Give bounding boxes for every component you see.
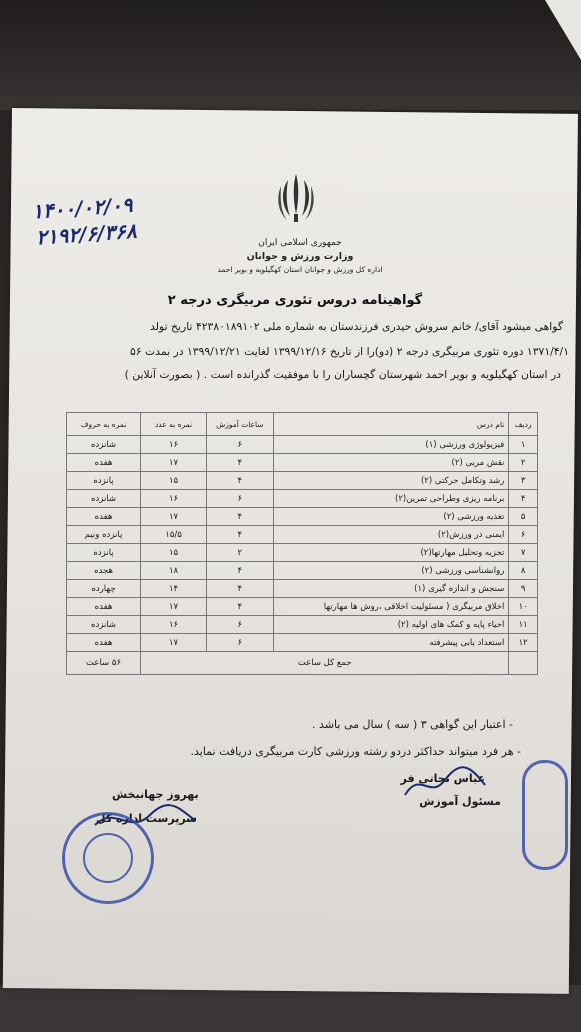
header-name: نام درس	[273, 413, 509, 436]
cell-name: اخلاق مربیگری ( مسئولیت اخلاقی ،روش ها مهارتها	[273, 598, 509, 616]
handwritten-date: ۱۴۰۰/۰۲/۰۹	[31, 192, 134, 224]
total-label: جمع کل ساعت	[141, 652, 509, 675]
cell-words: چهارده	[67, 580, 141, 598]
cell-score: ۱۴	[141, 580, 207, 598]
cell-score: ۱۶	[141, 490, 207, 508]
body-line-1: گواهی میشود آقای/ خانم سروش حیدری فرزندستان به شماره ملی ۴۲۳۸۰۱۸۹۱۰۲ تاریخ تولد	[150, 320, 563, 333]
cell-score: ۱۷	[141, 598, 207, 616]
cell-words: هفده	[67, 634, 141, 652]
cell-num: ۱	[509, 436, 538, 454]
cell-num: ۲	[509, 454, 538, 472]
cell-words: هفده	[67, 598, 141, 616]
cell-name: سنجش و اندازه گیری (۱)	[273, 580, 509, 598]
background-top	[0, 0, 581, 110]
cell-score: ۱۵/۵	[141, 526, 207, 544]
cell-score: ۱۵	[141, 544, 207, 562]
cell-name: ایمنی در ورزش(۲)	[273, 526, 509, 544]
cell-hours: ۶	[207, 490, 274, 508]
table-row	[67, 562, 538, 580]
cell-score: ۱۸	[141, 562, 207, 580]
table-row	[67, 472, 538, 490]
table-row	[67, 580, 538, 598]
signature-left-name: بهروز جهانبخش	[112, 788, 199, 801]
table-row	[67, 436, 538, 454]
stamp-emblem-icon	[83, 833, 133, 883]
table-row	[67, 616, 538, 634]
note-limit: - هر فرد میتواند حداکثر دردو رشته ورزشی کارت مربیگری دریافت نماید.	[190, 745, 521, 758]
cell-hours: ۶	[207, 616, 274, 634]
cell-score: ۱۵	[141, 472, 207, 490]
cell-words: پانزده ونیم	[67, 526, 141, 544]
header-words: نمره به حروف	[67, 413, 141, 436]
cell-words: پانزده	[67, 544, 141, 562]
table-row	[67, 634, 538, 652]
signature-right-name: عباس نجاتی فر	[400, 772, 485, 785]
rect-department-stamp	[522, 760, 568, 870]
cell-score: ۱۷	[141, 454, 207, 472]
cell-words: هفده	[67, 454, 141, 472]
cell-num: ۷	[509, 544, 538, 562]
cell-name: روانشناسی ورزشی (۲)	[273, 562, 509, 580]
cell-words: هفده	[67, 508, 141, 526]
cell-num: ۱۲	[509, 634, 538, 652]
cell-name: نقش مربی (۲)	[273, 454, 509, 472]
note-validity: - اعتبار این گواهی ۳ ( سه ) سال می باشد .	[312, 718, 513, 731]
iran-emblem-icon	[275, 170, 317, 228]
table-total-row	[67, 652, 538, 675]
header-num: ردیف	[509, 413, 538, 436]
total-value: ۵۶ ساعت	[67, 652, 141, 675]
header-line-2: وزارت ورزش و جوانان	[246, 251, 354, 262]
body-line-2: ۱۳۷۱/۴/۱ دوره تئوری مربیگری درجه ۲ (دو)را از تاریخ ۱۳۹۹/۱۲/۱۶ لغایت ۱۳۹۹/۱۲/۲۱ در بمدت ۵۶	[129, 345, 569, 358]
cell-hours: ۴	[207, 454, 274, 472]
header-hours: ساعات آموزش	[207, 413, 274, 436]
handwritten-number: ۲۱۹۲/۶/۳۶۸	[35, 218, 138, 250]
cell-hours: ۶	[207, 436, 274, 454]
cell-words: پانزده	[67, 472, 141, 490]
cell-score: ۱۶	[141, 436, 207, 454]
header-line-1: جمهوری اسلامی ایران	[258, 238, 342, 248]
total-empty	[509, 652, 538, 675]
header-line-3: اداره کل ورزش و جوانان استان کهگیلویه و بویر احمد	[217, 265, 383, 274]
table-row	[67, 454, 538, 472]
table-row	[67, 508, 538, 526]
cell-hours: ۴	[207, 598, 274, 616]
table-header-row	[67, 413, 538, 436]
cell-words: شانزده	[67, 616, 141, 634]
cell-hours: ۴	[207, 526, 274, 544]
cell-words: شانزده	[67, 436, 141, 454]
header-score: نمره به عدد	[141, 413, 207, 436]
cell-name: تجزیه وتحلیل مهارتها(۲)	[273, 544, 509, 562]
cell-score: ۱۷	[141, 508, 207, 526]
cell-num: ۶	[509, 526, 538, 544]
cell-name: برنامه ریزی وطراحی تمرین(۲)	[273, 490, 509, 508]
cell-words: شانزده	[67, 490, 141, 508]
cell-hours: ۴	[207, 562, 274, 580]
signature-left-title: سرپرست اداره کل	[96, 812, 197, 825]
cell-hours: ۲	[207, 544, 274, 562]
cell-num: ۱۰	[509, 598, 538, 616]
table-row	[67, 490, 538, 508]
cell-hours: ۴	[207, 508, 274, 526]
cell-hours: ۴	[207, 580, 274, 598]
cell-num: ۵	[509, 508, 538, 526]
grades-table	[66, 412, 538, 675]
cell-hours: ۶	[207, 634, 274, 652]
cell-score: ۱۶	[141, 616, 207, 634]
cell-words: هجده	[67, 562, 141, 580]
cell-name: فیزیولوژی ورزشی (۱)	[273, 436, 509, 454]
signature-right-title: مسئول آموزش	[419, 795, 501, 808]
certificate-title: گواهینامه دروس تئوری مربیگری درجه ۲	[167, 293, 423, 308]
table-row	[67, 526, 538, 544]
body-line-3: در استان کهگیلویه و بویر احمد شهرستان گچساران را با موفقیت گذرانده است . ( بصورت آنلاین )	[124, 368, 561, 381]
cell-name: رشد وتکامل حرکتی (۲)	[273, 472, 509, 490]
handwritten-signature-right	[400, 760, 490, 810]
cell-score: ۱۷	[141, 634, 207, 652]
table-row	[67, 544, 538, 562]
cell-num: ۱۱	[509, 616, 538, 634]
cell-num: ۸	[509, 562, 538, 580]
cell-name: استعداد یابی پیشرفته	[273, 634, 509, 652]
cell-hours: ۴	[207, 472, 274, 490]
cell-num: ۳	[509, 472, 538, 490]
cell-name: احیاء پایه و کمک های اولیه (۲)	[273, 616, 509, 634]
cell-name: تغذیه ورزشی (۲)	[273, 508, 509, 526]
cell-num: ۹	[509, 580, 538, 598]
table-row	[67, 598, 538, 616]
round-official-stamp	[62, 812, 154, 904]
cell-num: ۴	[509, 490, 538, 508]
